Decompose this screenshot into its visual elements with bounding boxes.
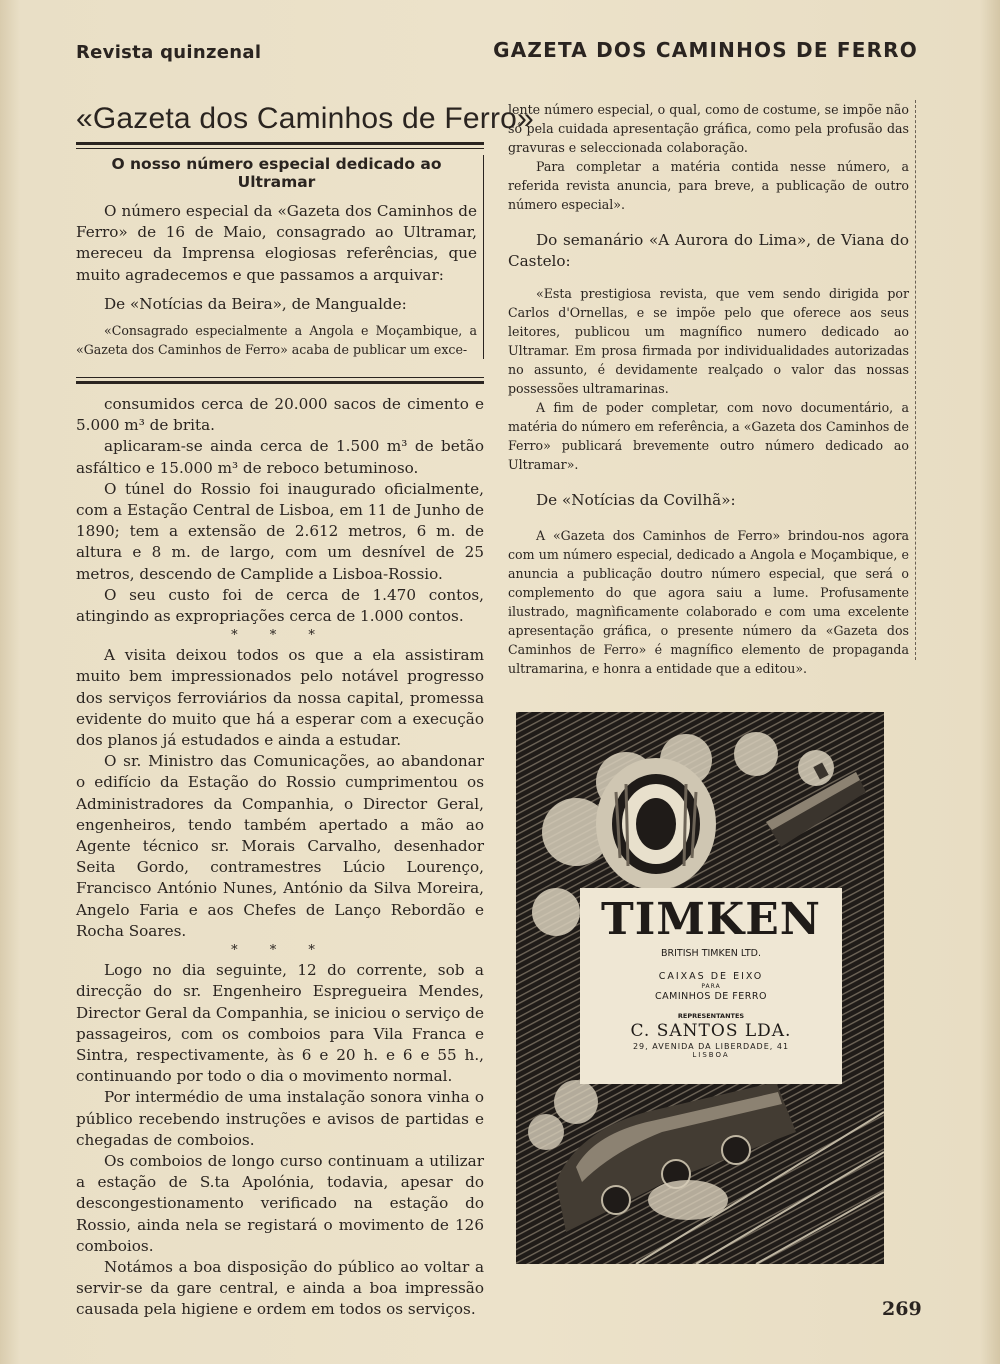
running-header-left: Revista quinzenal (76, 42, 262, 63)
section-rule-thin (76, 377, 484, 378)
product-name: CAIXAS DE EIXO (658, 971, 764, 982)
firm-city: LISBOA (692, 1051, 730, 1059)
section-separator: * * * (231, 943, 329, 959)
page-number: 269 (882, 1298, 922, 1320)
paragraph: Os comboios de longo curso continuam a utilizar a estação de S.ta Apolónia, todavia, apesar do descongestionamento verificado na estação do Rossio, ainda nela se registará o movimento de 126 comboios. (76, 1151, 484, 1255)
paragraph: consumidos cerca de 20.000 sacos de cimento e 5.000 m³ de brita. (76, 395, 484, 435)
right-column (508, 100, 916, 676)
aurora-heading: Do semanário «A Aurora do Lima», de Viana do Castelo: (508, 231, 909, 271)
article-box (76, 155, 484, 359)
paragraph: Por intermédio de uma instalação sonora vinha o público recebendo instruções e avisos de partidas e chegadas de comboios. (76, 1088, 484, 1149)
aurora-quote: «Esta prestigiosa revista, que vem sendo dirigida por Carlos d'Ornellas, e se impõe pelo que oferece aos seus leitores, publicou um magnífico numero dedicado ao Ultramar. Em prosa firmada por individualidades autorizadas no assunto, é devidamente realçado o valor das nossas possessões ultramarinas. (508, 286, 909, 397)
bearing-icon (596, 758, 716, 890)
paragraph: O sr. Ministro das Comunicações, ao abandonar o edifício da Estação do Rossio cumprimentou os Administradores da Companhia, o Director Geral, engenheiros, tendo também apertado a mão ao Agente técnico sr. Morais Carvalho, desenhador Seita Gordo, contramestres Lúcio Lourenço, Francisco António Nunes, António da Silva Moreira, Angelo Faria e aos Chefes de Lanço Rebordão e Rocha Soares. (76, 752, 484, 940)
section-rule-thick (76, 381, 484, 384)
advert-text-panel (580, 888, 842, 1084)
paragraph: O túnel do Rossio foi inaugurado oficialmente, com a Estação Central de Lisboa, em 11 de Junho de 1890; tem a extensão de 2.612 metros, 6 m. de altura e 8 m. de largo, com um desnível de 25 metros, descendo de Camplide a Lisboa-Rossio. (76, 479, 484, 583)
paragraph: O seu custo foi de cerca de 1.470 contos, atingindo as expropriações cerca de 1.000 contos. (76, 585, 484, 626)
product-use: CAMINHOS DE FERRO (655, 991, 767, 1002)
paragraph: Logo no dia seguinte, 12 do corrente, sob a direcção do sr. Engenheiro Espregueira Mendes, Director Geral da Companhia, se iniciou o serviço de passageiros, com os comboios para Vila Franca e Sintra, respectivamente, às 6 e 20 h. e 6 e 55 h., continuando por todo o dia o movimento normal. (76, 961, 484, 1086)
firm-address: 29, AVENIDA DA LIBERDADE, 41 (632, 1042, 790, 1051)
article-subhead: O nosso número especial dedicado ao Ultramar (111, 155, 442, 191)
section-separator: * * * (231, 628, 329, 644)
beira-heading: De «Notícias da Beira», de Mangualde: (104, 294, 407, 313)
representative-firm: C. SANTOS LDA. (630, 1021, 792, 1041)
article-intro: O número especial da «Gazeta dos Caminhos de Ferro» de 16 de Maio, consagrado ao Ultramar, mereceu da Imprensa elogiosas referências, que muito agradecemos e que passamos a arquivar: (76, 202, 477, 284)
brand-logo: TIMKEN (600, 894, 822, 945)
article-masthead: «Gazeta dos Caminhos de Ferro» (76, 102, 534, 135)
paragraph: Notámos a boa disposição do público ao voltar a servir-se da gare central, e ainda a boa impressão causada pela higiene e ordem em todos os serviços. (76, 1257, 484, 1319)
timken-advertisement (516, 712, 884, 1264)
paragraph: A visita deixou todos os que a ela assistiram muito bem impressionados pelo notável progresso dos serviços ferroviários da nossa capital, promessa evidente do muito que há a esperar com a execução dos planos já estudados e ainda a estudar. (76, 646, 484, 750)
beira-quote: «Consagrado especialmente a Angola e Moçambique, a «Gazeta dos Caminhos de Ferro» acaba de publicar um exce- (76, 323, 477, 358)
beira-quote-continued: lente número especial, o qual, como de costume, se impõe não só pela cuidada apresentação gráfica, como pela profusão das gravuras e seleccionada colaboração. (508, 102, 909, 155)
running-header-right: GAZETA DOS CAMINHOS DE FERRO (493, 38, 918, 62)
masthead-rule-thick (76, 142, 484, 145)
company-name: BRITISH TIMKEN LTD. (660, 948, 761, 959)
covilha-quote: A «Gazeta dos Caminhos de Ferro» brindou-nos agora com um número especial, dedicado a Angola e Moçambique, e anuncia a publicação doutro número especial, que será o complemento do que agora saiu a lume. Profusamente ilustrado, magnìficamente colaborado e com uma excelente apresentação gráfica, o presente número da «Gazeta dos Caminhos de Ferro» é magnífico elemento de propaganda ultramarina, e honra a entidade que a editou». (508, 527, 909, 676)
representatives-label: REPRESENTANTES (677, 1012, 745, 1020)
product-para: PARA (701, 983, 721, 990)
aurora-quote: A fim de poder completar, com novo documentário, a matéria do número em referência, a «Gazeta dos Caminhos de Ferro» publicará brevemente outro número dedicado ao Ultramar». (508, 400, 909, 473)
press-quotes-box (508, 100, 916, 676)
beira-quote-continued: Para completar a matéria contida nesse número, a referida revista anuncia, para breve, a publicação de outro número especial». (508, 159, 909, 212)
left-column (76, 96, 534, 1321)
covilha-heading: De «Notícias da Covilhã»: (536, 491, 736, 510)
paragraph: aplicaram-se ainda cerca de 1.500 m³ de betão asfáltico e 15.000 m³ de reboco betuminoso. (76, 437, 484, 477)
masthead-rule-thin (76, 148, 484, 149)
